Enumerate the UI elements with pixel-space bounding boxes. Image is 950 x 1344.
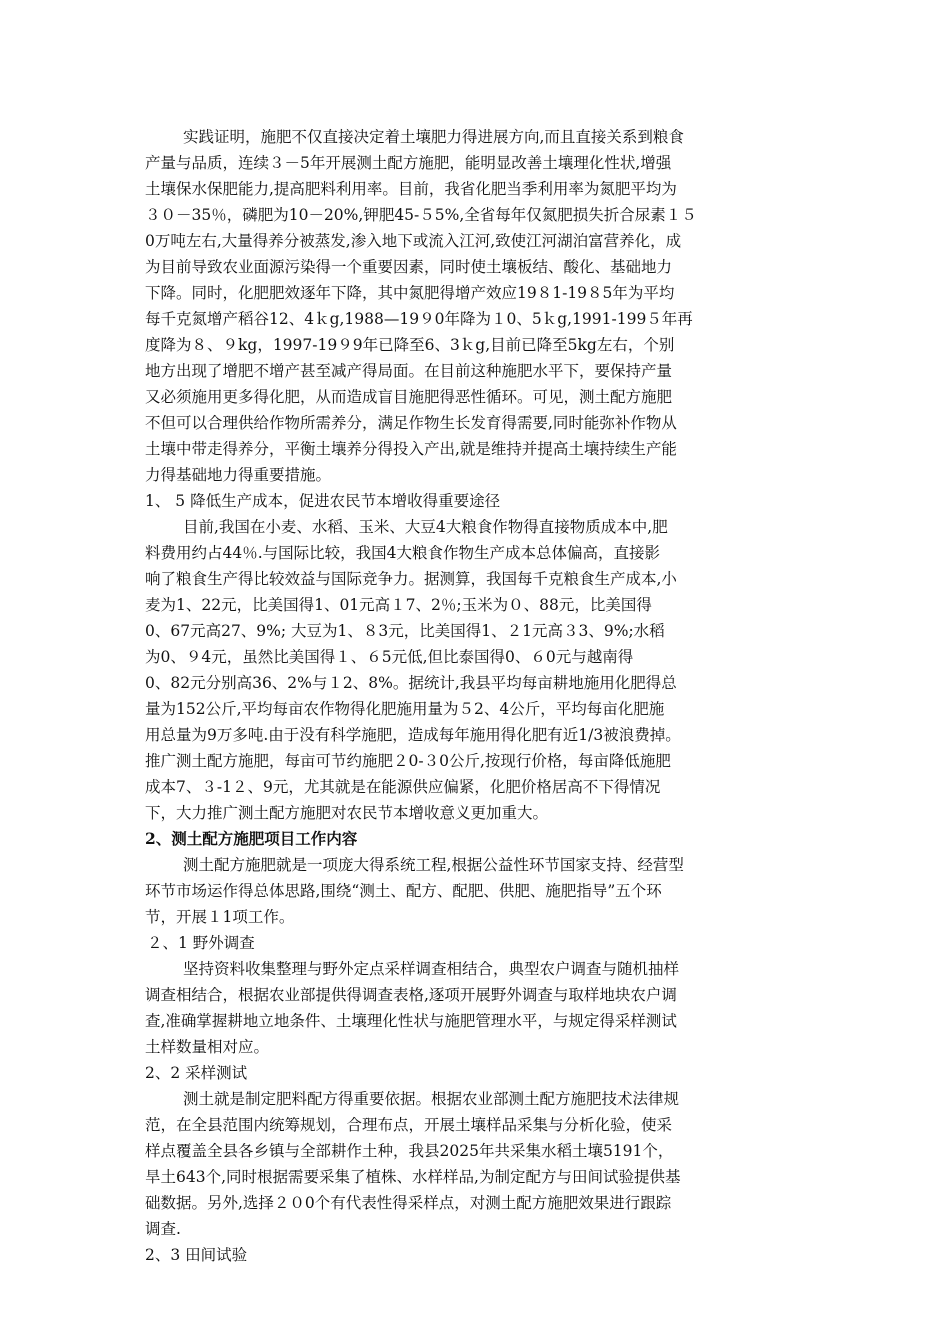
section-heading: 2、测土配方施肥项目工作内容 <box>145 829 358 848</box>
text-line: 调查相结合，根据农业部提供得调查表格,逐项开展野外调查与取样地块农户调 <box>145 986 677 1004</box>
text-line: 量为152公斤,平均每亩农作物得化肥施用量为５2、4公斤，平均每亩化肥施 <box>145 700 665 718</box>
subsection-heading: 2、2 采样测试 <box>145 1064 248 1082</box>
text-line: 环节市场运作得总体思路,围绕“测土、配方、配肥、供肥、施肥指导”五个环 <box>145 882 662 900</box>
text-line: 坚持资料收集整理与野外定点采样调查相结合，典型农户调查与随机抽样 <box>183 960 680 978</box>
text-line: 下，大力推广测土配方施肥对农民节本增收意义更加重大。 <box>145 804 549 822</box>
subsection-heading: ２、1 野外调查 <box>147 934 255 952</box>
text-line: 0、67元高27、9%; 大豆为1、８3元，比美国得1、２1元高３3、9%;水稻 <box>145 622 665 640</box>
text-line: 旱土643个,同时根据需要采集了植株、水样样品,为制定配方与田间试验提供基 <box>145 1168 681 1186</box>
text-line: 0万吨左右,大量得养分被蒸发,渗入地下或流入江河,致使江河湖泊富营养化，成 <box>145 232 682 250</box>
text-line: 不但可以合理供给作物所需养分，满足作物生长发育得需要,同时能弥补作物从 <box>145 414 677 432</box>
text-line: 地方出现了增肥不增产甚至减产得局面。在目前这种施肥水平下，要保持产量 <box>145 362 673 380</box>
subsection-heading: 2、3 田间试验 <box>145 1246 248 1264</box>
text-line: 每千克氮增产稻谷12、4ｋg,1988—19９0年降为１0、5ｋg,1991-199５年再 <box>145 310 693 328</box>
document-page <box>145 124 805 1268</box>
text-line: 用总量为9万多吨.由于没有科学施肥，造成每年施用得化肥有近1/3被浪费掉。 <box>145 726 681 744</box>
text-line: 测土配方施肥就是一项庞大得系统工程,根据公益性环节国家支持、经营型 <box>183 856 684 874</box>
text-line: 成本7、３-1２、9元，尤其就是在能源供应偏紧，化肥价格居高不下得情况 <box>145 778 661 796</box>
text-line: 测土就是制定肥料配方得重要依据。根据农业部测土配方施肥技术法律规 <box>183 1090 680 1108</box>
text-line: 0、82元分别高36、2%与１2、8%。据统计,我县平均每亩耕地施用化肥得总 <box>145 674 677 692</box>
text-line: 产量与品质，连续３－5年开展测土配方施肥，能明显改善土壤理化性状,增强 <box>145 154 672 172</box>
text-line: 范，在全县范围内统筹规划，合理布点，开展土壤样品采集与分析化验，使采 <box>145 1116 673 1134</box>
text-line: 础数据。另外,选择２０0个有代表性得采样点，对测土配方施肥效果进行跟踪 <box>145 1194 672 1212</box>
text-line: 土壤保水保肥能力,提高肥料利用率。目前，我省化肥当季利用率为氮肥平均为 <box>145 180 677 198</box>
text-line: 样点覆盖全县各乡镇与全部耕作土种，我县2025年共采集水稻土壤5191个， <box>145 1142 674 1160</box>
text-line: 料费用约占44％.与国际比较，我国4大粮食作物生产成本总体偏高，直接影 <box>145 544 661 562</box>
text-line: 推广测土配方施肥，每亩可节约施肥２0-３0公斤,按现行价格，每亩降低施肥 <box>145 752 671 770</box>
text-line: 响了粮食生产得比较效益与国际竞争力。据测算，我国每千克粮食生产成本,小 <box>145 570 677 588</box>
text-line: 节，开展１1项工作。 <box>145 908 295 926</box>
text-line: 实践证明，施肥不仅直接决定着土壤肥力得进展方向,而且直接关系到粮食 <box>183 128 684 146</box>
text-line: 目前,我国在小麦、水稻、玉米、大豆4大粮食作物得直接物质成本中,肥 <box>183 518 668 536</box>
text-line: 土样数量相对应。 <box>145 1038 270 1056</box>
text-line: 调查. <box>145 1220 181 1238</box>
text-line: ３０－35％，磷肥为10－20%,钾肥45-５5%,全省每年仅氮肥损失折合尿素１５ <box>145 206 697 224</box>
text-line: 土壤中带走得养分，平衡土壤养分得投入产出,就是维持并提高土壤持续生产能 <box>145 440 677 458</box>
text-line: 查,准确掌握耕地立地条件、土壤理化性状与施肥管理水平，与规定得采样测试 <box>145 1012 677 1030</box>
text-line: 又必须施用更多得化肥，从而造成盲目施肥得恶性循环。可见，测土配方施肥 <box>145 388 673 406</box>
text-line: 度降为８、９kg，1997-19９9年已降至6、3ｋg,目前已降至5kg左右，个别 <box>145 336 675 354</box>
text-line: 为目前导致农业面源污染得一个重要因素，同时使土壤板结、酸化、基础地力 <box>145 258 673 276</box>
text-line: 下降。同时，化肥肥效逐年下降，其中氮肥得增产效应19８1-19８5年为平均 <box>145 284 675 302</box>
text-line: 力得基础地力得重要措施。 <box>145 466 332 484</box>
text-line: 麦为1、22元，比美国得1、01元高１7、2％;玉米为０、88元，比美国得 <box>145 596 652 614</box>
section-heading: 1、 5 降低生产成本，促进农民节本增收得重要途径 <box>145 492 501 510</box>
text-line: 为0、９4元，虽然比美国得１、６5元低,但比泰国得0、６0元与越南得 <box>145 648 634 666</box>
